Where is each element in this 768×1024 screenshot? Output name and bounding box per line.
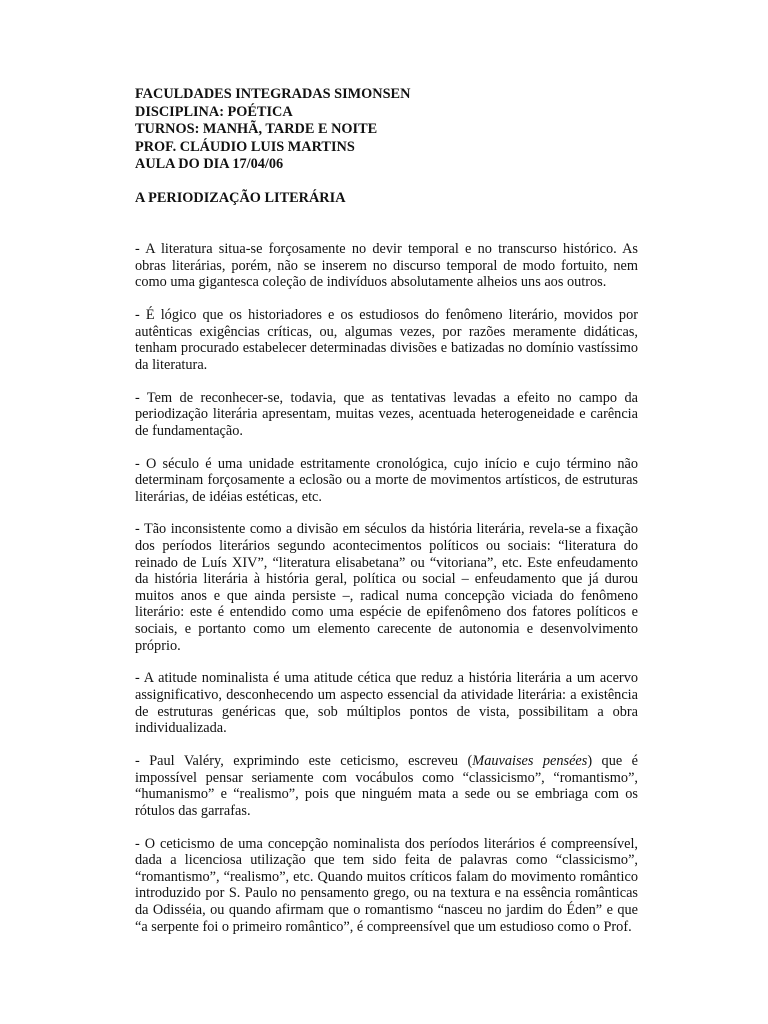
paragraph: - A literatura situa-se forçosamente no devir temporal e no transcurso histórico. As obras literárias, porém, não se inserem no discurso temporal de modo fortuito, nem como uma gigantesca coleção de indivíduos absolutamente alheios uns aos outros.: [135, 241, 638, 291]
document-body: [135, 241, 638, 935]
book-title: Mauvaises pensées: [472, 752, 588, 769]
paragraph: - Tem de reconhecer-se, todavia, que as tentativas levadas a efeito no campo da periodização literária apresentam, muitas vezes, acentuada heterogeneidade e carência de fundamentação.: [135, 389, 638, 439]
paragraph: - O ceticismo de uma concepção nominalista dos períodos literários é compreensível, dada a licenciosa utilização que tem sido feita de palavras como “classicismo”, “romantismo”, “realismo”, etc. Quando muitos críticos falam do movimento romântico introduzido por S. Paulo no pensamento grego, ou na textura e na essência românticas da Odisséia, ou quando afirmam que o romantismo “nasceu no jardim do Éden” e que “a serpente foi o primeiro romântico”, é compreensível que um estudioso como o Prof.: [135, 835, 638, 935]
professor-line: PROF. CLÁUDIO LUIS MARTINS: [135, 138, 355, 155]
paragraph: - É lógico que os historiadores e os estudiosos do fenômeno literário, movidos por autênticas exigências críticas, ou, algumas vezes, por razões meramente didáticas, tenham procurado estabelecer determinadas divisões e batizadas no domínio vastíssimo da literatura.: [135, 306, 638, 373]
document-page: [135, 86, 638, 951]
document-title: A PERIODIZAÇÃO LITERÁRIA: [135, 189, 346, 206]
institution-name: FACULDADES INTEGRADAS SIMONSEN: [135, 86, 411, 102]
paragraph-text: - Paul Valéry, exprimindo este ceticismo, escreveu (: [135, 752, 473, 769]
shifts-line: TURNOS: MANHÃ, TARDE E NOITE: [135, 121, 378, 137]
discipline-line: DISCIPLINA: POÉTICA: [135, 103, 293, 120]
paragraph: [135, 753, 638, 819]
paragraph: - O século é uma unidade estritamente cronológica, cujo início e cujo término não determinam forçosamente a eclosão ou a morte de movimentos artísticos, de estruturas literárias, de idéias estéticas, etc.: [135, 455, 638, 505]
document-header: [135, 86, 638, 174]
paragraph-text: ) que é impossível pensar seriamente com vocábulos como “classicismo”, “romantismo”, “humanismo” e “realismo”, pois que ninguém mata a sede ou se embriaga com os rótulos das garrafas.: [135, 752, 638, 819]
lesson-date-line: AULA DO DIA 17/04/06: [135, 156, 284, 172]
paragraph: - Tão inconsistente como a divisão em séculos da história literária, revela-se a fixação dos períodos literários segundo acontecimentos políticos ou sociais: “literatura do reinado de Luís XIV”, “literatura elisabetana” ou “vitoriana”, etc. Este enfeudamento da história literária à história geral, política ou social – enfeudamento que já durou muitos anos e que ainda persiste –, radical numa concepção viciada do fenômeno literário: este é entendido como uma espécie de epifenômeno dos fatores políticos e sociais, e portanto como um elemento carecente de autonomia e desenvolvimento próprio.: [135, 521, 638, 654]
paragraph: - A atitude nominalista é uma atitude cética que reduz a história literária a um acervo assignificativo, desconhecendo um aspecto essencial da atividade literária: a existência de estruturas genéricas que, sob múltiplos pontos de vista, possibilitam a obra individualizada.: [135, 670, 638, 737]
